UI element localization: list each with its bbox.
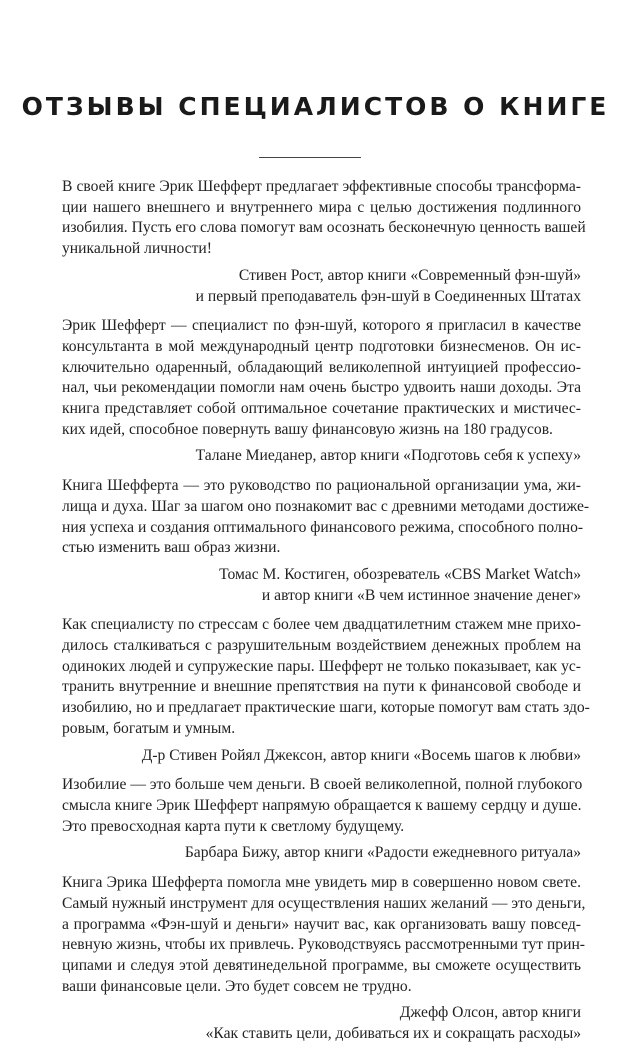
review-attribution: [62, 746, 581, 767]
review-line: изобилию, но и предлагает практические шаги, которые помогут вам стать здо-: [62, 699, 590, 717]
attribution-line: Стивен Рост, автор книги «Современный фэн-шуй»: [238, 266, 581, 284]
review-line: Эрик Шефферт — специалист по фэн-шуй, которого я пригласил в качестве: [62, 317, 581, 335]
review-line: дилось сталкиваться с разрушительным воздействием денежных проблем на: [62, 637, 581, 655]
review: [62, 476, 590, 606]
attribution-line: Томас М. Костиген, обозреватель «CBS Market Watch»: [219, 565, 581, 583]
reviews-list: [62, 177, 590, 1054]
attribution-line: Барбара Бижу, автор книги «Радости ежедневного ритуала»: [184, 844, 581, 862]
review-line: а программа «Фэн-шуй и деньги» научит вас, как организовать вашу повсед-: [62, 915, 581, 933]
review-line: Это превосходная карта пути к светлому будущему.: [62, 817, 405, 835]
attribution-line: Талане Миеданер, автор книги «Подготовь себя к успеху»: [195, 447, 581, 465]
review-line: транить внутренние и внешние препятствия на пути к финансовой свободе и: [62, 678, 581, 696]
review-line: ваши финансовые цели. Это будет совсем не трудно.: [62, 977, 412, 995]
review-text: [62, 316, 581, 440]
review-line: ципами и следуя этой девятинедельной программе, вы сможете осуществить: [62, 956, 581, 974]
review-attribution: [62, 843, 581, 864]
review-text: [62, 873, 586, 997]
page-title: ОТЗЫВЫ СПЕЦИАЛИСТОВ О КНИГЕ: [21, 92, 610, 121]
review-line: ких идей, способное повернуть вашу финансовую жизнь на 180 градусов.: [62, 420, 553, 438]
review-line: книга представляет собой оптимальное сочетание практических и мистичес-: [62, 400, 581, 418]
review-line: ключительно одаренный, обладающий великолепной интуицией профессио-: [62, 358, 581, 376]
review-text: [62, 615, 590, 739]
review: [62, 873, 586, 1045]
review-text: [62, 177, 586, 260]
review: [62, 615, 590, 766]
review-line: ровым, богатым и умным.: [62, 719, 236, 737]
review-line: Книга Эрика Шефферта помогла мне увидеть мир в совершенно новом свете.: [62, 874, 581, 892]
review-attribution: [62, 565, 581, 606]
review: [62, 177, 586, 307]
review-line: смысла книге Эрик Шефферт напрямую обращается к вашему сердцу и душе.: [62, 796, 582, 814]
review-line: ния успеха и создания оптимального финансового режима, способного полно-: [62, 518, 584, 536]
review-line: консультанта в мой международный центр подготовки бизнесменов. Он ис-: [62, 337, 581, 355]
review-line: В своей книге Эрик Шефферт предлагает эффективные способы трансформа-: [62, 178, 581, 195]
review-attribution: [62, 446, 581, 467]
review-attribution: [62, 266, 581, 307]
review: [62, 775, 581, 864]
review: [62, 316, 581, 467]
review-line: Самый нужный инструмент для осуществления наших желаний — это деньги,: [62, 894, 586, 912]
review-attribution: [62, 1003, 581, 1044]
attribution-line: Д-р Стивен Ройял Джексон, автор книги «Восемь шагов к любви»: [141, 746, 581, 764]
attribution-line: и первый преподаватель фэн-шуй в Соединенных Штатах: [195, 287, 581, 305]
review-line: лища и духа. Шаг за шагом оно познакомит вас с древними методами достиже-: [62, 497, 590, 515]
review-line: нал, чьи рекомендации помогли нам очень быстро удвоить наши доходы. Эта: [62, 379, 581, 397]
attribution-line: и автор книги «В чем истинное значение денег»: [261, 586, 581, 604]
attribution-line: «Как ставить цели, добиваться их и сокращать расходы»: [205, 1025, 581, 1043]
review-text: [62, 476, 590, 559]
review-line: Книга Шефферта — это руководство по рациональной организации ума, жи-: [62, 477, 581, 495]
review-line: стью изменить ваш образ жизни.: [62, 539, 281, 557]
review-line: ции нашего внешнего и внутреннего мира с целью достижения подлинного: [62, 198, 581, 216]
review-text: [62, 775, 581, 837]
review-line: изобилия. Пусть его слова помогут вам осознать бесконечную ценность вашей: [62, 219, 586, 237]
review-line: уникальной личности!: [62, 240, 212, 258]
attribution-line: Джефф Олсон, автор книги: [399, 1004, 581, 1022]
title-divider: [259, 157, 361, 158]
review-line: Как специалисту по стрессам с более чем двадцатилетним стажем мне прихо-: [62, 616, 581, 634]
review-line: одиноких людей и супружеские пары. Шефферт не только показывает, как ус-: [62, 657, 581, 675]
review-line: Изобилие — это больше чем деньги. В своей великолепной, полной глубокого: [62, 776, 583, 794]
review-line: невную жизнь, чтобы их привлечь. Руководствуясь рассмотренными тут прин-: [62, 936, 585, 954]
